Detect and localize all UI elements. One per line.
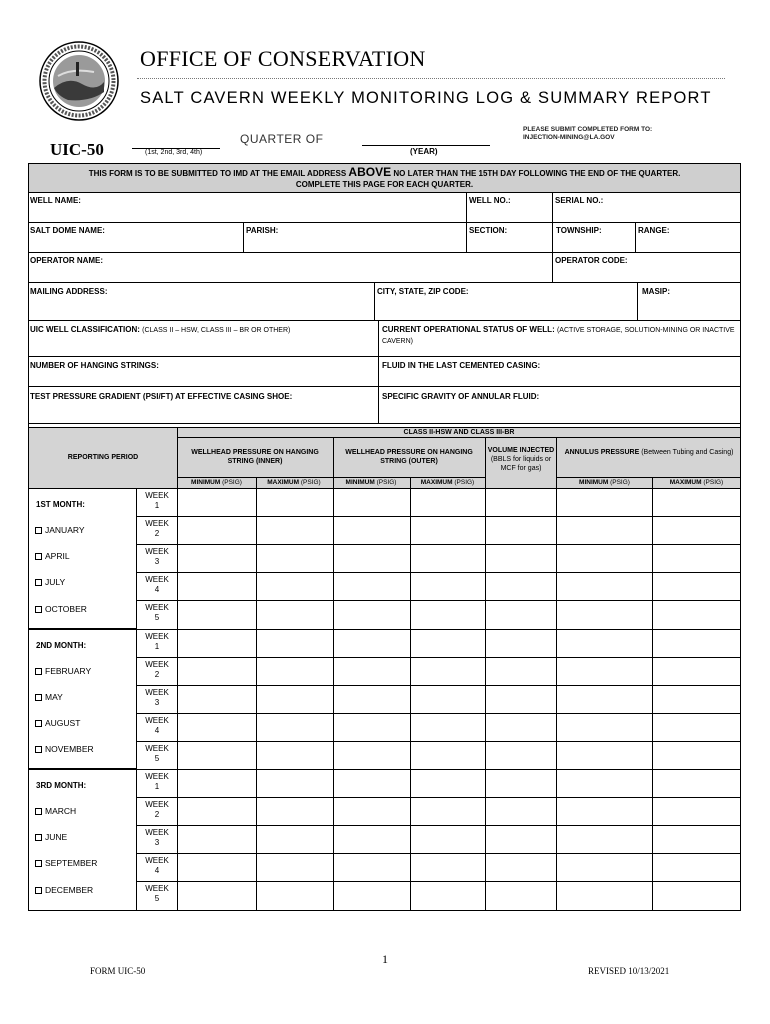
week-row-rule [136,572,741,573]
volume-injected-header [486,446,556,473]
psig-label: (PSIG) [300,479,321,486]
month-checkbox-november[interactable] [35,744,94,754]
month-label: 2ND MONTH: [36,640,87,650]
week-word: WEEK [145,659,169,669]
form-id: UIC-50 [50,140,104,159]
week-row-rule [136,881,741,882]
salt-dome-field[interactable]: SALT DOME NAME: [30,226,105,235]
week-number: 2 [154,529,160,539]
office-title: OFFICE OF CONSERVATION [140,46,426,71]
row-divider [28,423,741,424]
week-number: 5 [154,613,160,623]
week-label [137,856,177,876]
month-checkbox-october[interactable] [35,604,87,614]
week-label [137,800,177,820]
checkbox-icon [35,834,42,841]
month-label: 3RD MONTH: [36,781,87,790]
range-field[interactable]: RANGE: [638,226,670,235]
week-word: WEEK [145,800,169,810]
annulus-note: (Between Tubing and Casing) [641,449,734,456]
month-checkbox-april[interactable] [35,551,70,561]
week-label [137,884,177,904]
week-word: WEEK [145,884,169,894]
year-blank[interactable] [362,145,490,146]
week-word: WEEK [145,687,169,697]
volume-note: (BBLS for liquids or MCF for gas) [490,456,552,472]
col-divider [552,193,553,282]
week-word: WEEK [145,715,169,725]
week-word: WEEK [145,491,169,500]
quarter-ordinals: (1st, 2nd, 3rd, 4th) [145,149,203,156]
week-number: 4 [154,725,160,735]
outer-min-header [333,479,409,486]
operational-status-label: CURRENT OPERATIONAL STATUS OF WELL: [382,325,555,334]
specific-gravity-field[interactable]: SPECIFIC GRAVITY OF ANNULAR FLUID: [382,392,540,401]
max-label: MAXIMUM [420,479,453,486]
month-option-label: JULY [45,577,66,588]
month-option-label: MARCH [45,806,77,816]
col-rule [177,427,178,911]
month-option-label: JANUARY [45,525,85,535]
checkbox-icon [35,553,42,560]
hanging-strings-field[interactable]: NUMBER OF HANGING STRINGS: [30,361,159,370]
week-row-rule [136,516,741,517]
footer-revised: REVISED 10/13/2021 [588,966,670,976]
col-rule [256,477,257,911]
checkbox-icon [35,694,42,701]
banner-line-1 [29,167,740,179]
month-option-label: NOVEMBER [45,744,94,755]
banner-text-2: NO LATER THAN THE 15TH DAY FOLLOWING THE END OF THE QUARTER. [393,169,681,178]
month-option-label: APRIL [45,551,70,562]
month-checkbox-december[interactable] [35,885,93,895]
checkbox-icon [35,887,42,894]
week-label [137,716,177,736]
annulus-min-header [557,479,652,486]
month-checkbox-september[interactable] [35,858,97,868]
psig-label: (PSIG) [610,479,630,486]
footer-form-id: FORM UIC-50 [90,966,146,976]
week-word: WEEK [145,743,169,753]
class-header-rule [177,437,741,438]
week-number: 2 [154,810,160,820]
annulus-label: ANNULUS PRESSURE [564,449,640,456]
checkbox-icon [35,606,42,613]
cemented-casing-fluid-field[interactable]: FLUID IN THE LAST CEMENTED CASING: [382,361,541,370]
row-divider [28,282,741,283]
month-label: 1ST MONTH: [36,500,85,509]
submit-instructions [523,126,652,142]
volume-label: VOLUME INJECTED [487,447,555,454]
week-number: 1 [154,641,160,651]
min-label: MINIMUM [579,479,609,486]
operational-status-field[interactable] [382,325,738,347]
banner-emphasis: ABOVE [348,165,392,179]
annulus-pressure-header [560,448,738,457]
well-name-field[interactable]: WELL NAME: [30,196,81,205]
section-field[interactable]: SECTION: [469,226,508,235]
week-label [137,828,177,848]
year-label: (YEAR) [410,147,438,156]
minmax-rule-left [177,477,485,478]
month-option-label: JUNE [45,832,68,843]
report-title: SALT CAVERN WEEKLY MONITORING LOG & SUMMARY REPORT [140,89,712,107]
class-header: CLASS II-HSW AND CLASS III-BR [403,429,515,436]
month-checkbox-may[interactable] [35,692,63,702]
week-label [137,547,177,567]
banner-line-2: COMPLETE THIS PAGE FOR EACH QUARTER. [295,180,474,189]
min-label: MINIMUM [345,479,375,486]
well-no-field[interactable]: WELL NO.: [469,196,511,205]
psig-label: (PSIG) [454,479,475,486]
checkbox-icon [35,527,42,534]
week-word: WEEK [145,828,169,838]
week-row-rule [136,741,741,742]
week-number: 3 [154,838,160,848]
week-label [137,688,177,708]
uic-classification-field[interactable] [30,325,370,334]
col-rule [652,477,653,911]
month-option-label: AUGUST [45,717,81,728]
min-label: MINIMUM [191,479,221,486]
week-row-rule [136,657,741,658]
month-checkbox-february[interactable] [35,666,91,676]
week-word: WEEK [145,631,169,641]
week-number: 3 [154,557,160,567]
max-label: MAXIMUM [267,479,300,486]
col-divider [243,222,244,252]
month-separator-thick [28,628,136,630]
col-divider [637,282,638,320]
checkbox-icon [35,746,42,753]
week-word: WEEK [145,519,169,529]
month-checkbox-august[interactable] [35,718,80,728]
uic-classification-label: UIC WELL CLASSIFICATION: [30,325,140,334]
week-word: WEEK [145,856,169,866]
minmax-rule-right [556,477,741,478]
week-label [137,744,177,764]
col-divider [466,193,467,252]
inner-max-header [256,479,332,486]
month-option-label: DECEMBER [45,884,94,895]
mailing-address-field[interactable]: MAILING ADDRESS: [30,287,108,296]
week-row-rule [136,797,741,798]
annulus-max-header [653,479,740,486]
week-label [137,772,177,792]
week-word: WEEK [145,575,169,585]
week-label [137,575,177,595]
week-number: 4 [154,585,160,595]
week-row-rule [136,600,741,601]
month-option-label: SEPTEMBER [45,858,98,869]
title-rule [137,78,725,79]
reporting-period-header: REPORTING PERIOD [67,454,139,461]
week-number: 5 [154,894,160,904]
operator-code-field[interactable]: OPERATOR CODE: [555,256,628,265]
week-label [137,632,177,652]
col-rule [410,477,411,911]
operational-status-note: (ACTIVE STORAGE, SOLUTION-MINING OR INACTIVE CAVERN) [382,327,735,345]
city-state-zip-field[interactable]: CITY, STATE, ZIP CODE: [377,287,469,296]
week-word: WEEK [145,547,169,557]
row-divider [28,320,741,321]
week-row-rule [136,713,741,714]
week-number: 5 [154,753,160,763]
row-divider [28,386,741,387]
month-separator-thick [28,768,136,770]
checkbox-icon [35,808,42,815]
township-field[interactable]: TOWNSHIP: [556,226,602,235]
week-number: 4 [154,866,160,876]
col-rule [556,437,557,911]
week-label [137,603,177,623]
col-divider [635,222,636,252]
week-row-rule [136,685,741,686]
col-divider [374,282,375,320]
month-checkbox-january[interactable] [35,525,85,535]
submission-banner [28,163,741,193]
quarter-of-label: QUARTER OF [240,132,324,146]
pressure-gradient-field[interactable]: TEST PRESSURE GRADIENT (PSI/FT) AT EFFECTIVE CASING SHOE: [30,392,293,401]
submit-email: INJECTION-MINING@LA.GOV [523,134,615,141]
week-word: WEEK [145,772,169,781]
week-label [137,660,177,680]
month-checkbox-june[interactable] [35,832,67,842]
psig-label: (PSIG) [376,479,397,486]
outer-pressure-header: WELLHEAD PRESSURE ON HANGING STRING (OUTER) [345,449,473,465]
row-divider [28,252,741,253]
psig-label: (PSIG) [222,479,242,486]
week-number: 3 [154,697,160,707]
parish-field[interactable]: PARISH: [246,226,279,235]
uic-classification-note: (CLASS II – HSW, CLASS III – BR OR OTHER) [142,327,291,334]
week-word: WEEK [145,603,169,613]
col-rule [485,437,486,911]
week-number: 1 [154,782,160,791]
month-checkbox-march[interactable] [35,806,76,816]
month-option-label: MAY [45,691,63,702]
submit-line-1: PLEASE SUBMIT COMPLETED FORM TO: [523,126,653,133]
outer-max-header [410,479,485,486]
table-header-rule [28,488,741,489]
banner-text-1: THIS FORM IS TO BE SUBMITTED TO IMD AT THE EMAIL ADDRESS [88,169,347,178]
inner-min-header [178,479,255,486]
week-label [137,491,177,511]
week-number: 2 [154,669,160,679]
row-divider [28,356,741,357]
col-rule [333,437,334,911]
col-divider [378,320,379,423]
week-row-rule [136,825,741,826]
max-label: MAXIMUM [669,479,702,486]
week-number: 1 [154,501,160,510]
week-label [137,519,177,539]
month-option-label: FEBRUARY [45,665,92,676]
operator-name-field[interactable]: OPERATOR NAME: [30,256,104,265]
checkbox-icon [35,668,42,675]
month-option-label: OCTOBER [45,603,87,614]
serial-no-field[interactable]: SERIAL NO.: [555,196,604,205]
checkbox-icon [35,579,42,586]
week-row-rule [136,544,741,545]
checkbox-icon [35,860,42,867]
month-checkbox-july[interactable] [35,577,65,587]
week-row-rule [136,853,741,854]
page-number: 1 [382,952,388,966]
masip-field[interactable]: MASIP: [642,287,670,296]
state-seal-logo [38,40,120,122]
psig-label: (PSIG) [703,479,724,486]
checkbox-icon [35,720,42,727]
form-frame [28,163,741,911]
inner-pressure-header: WELLHEAD PRESSURE ON HANGING STRING (INNER) [191,449,319,465]
